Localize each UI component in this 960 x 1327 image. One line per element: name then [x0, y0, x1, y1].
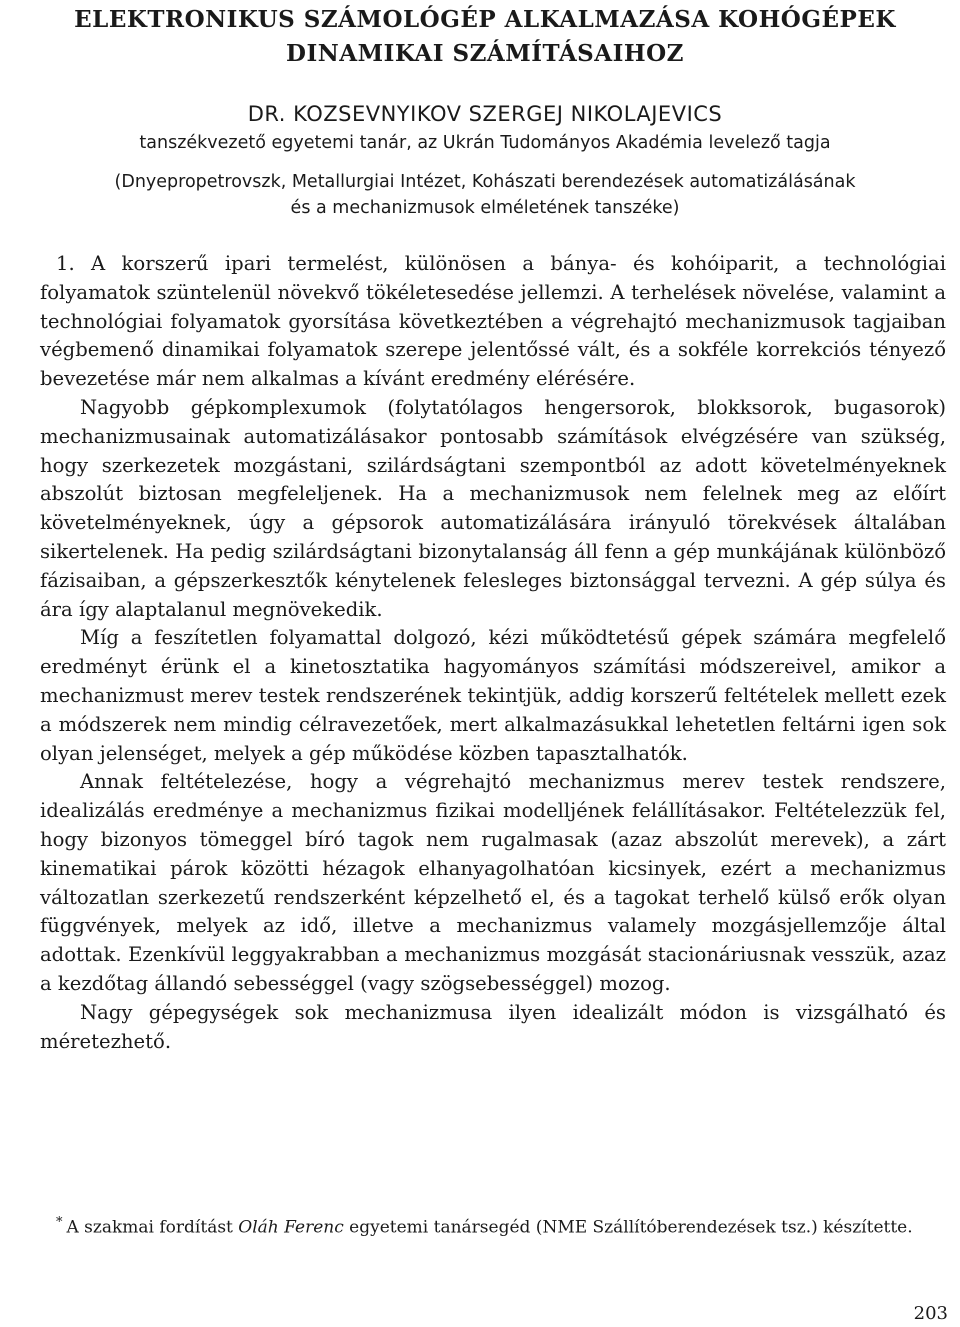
paragraph-1: 1. A korszerű ipari termelést, különösen a bánya- és kohóiparit, a technológiai folyamatok szüntelenül növekvő tökéletesedése jellemzi. A terhelések növelése, valamint a technológiai folyamatok gyorsítása következtében a végrehajtó mechanizmusok tagjaiban végbemenő dinamikai folyamatok szerepe jelentőssé vált, és a sokféle korrekciós tényező bevezetése már nem alkalmas a kívánt eredmény elérésére. [40, 252, 946, 391]
footnote-text [40, 1212, 946, 1239]
page-number: 203 [913, 1303, 948, 1324]
author-department: és a mechanizmusok elméletének tanszéke) [290, 198, 680, 218]
author-name: DR. KOZSEVNYIKOV SZERGEJ NIKOLAJEVICS [247, 102, 723, 126]
article-title-line-2: DINAMIKAI SZÁMÍTÁSAIHOZ [286, 40, 684, 67]
paragraph-3: Míg a feszítetlen folyamattal dolgozó, kézi működtetésű gépek számára megfelelő eredményt érünk el a kinetosztatika hagyományos számítási módszereivel, amikor a mechanizmust merev testek rendszerének tekintjük, addig korszerű feltételek mellett ezek a módszerek nem mindig célravezetőek, mert alkalmazásukkal lehetetlen feltárni igen sok olyan jelenséget, melyek a gép működése közben tapasztalhatók. [40, 626, 946, 765]
paragraph-4: Annak feltételezése, hogy a végrehajtó mechanizmus merev testek rendszere, idealizálás eredménye a mechanizmus fizikai modelljének felállításakor. Feltételezzük fel, hogy bizonyos tömeggel bíró tagok nem rugalmasak (azaz abszolút merevek), a zárt kinematikai párok közötti hézagok elhanyagolhatóan kicsinyek, ezért a mechanizmus változatlan szerkezetű rendszerként képzelhető el, és a tagokat terhelő külső erők olyan függvények, melyek az idő, illetve a mechanizmus valamely mozgásjellemzője által adottak. Ezenkívül leggyakrabban a mechanizmus mozgását stacionáriusnak vesszük, azaz a kezdőtag állandó sebességgel (vagy szögsebességgel) mozog. [40, 770, 946, 995]
paragraph-2: Nagyobb gépkomplexumok (folytatólagos hengersorok, blokksorok, bugasorok) mechanizmusainak automatizálásakor pontosabb számítások elvégzésére van szükség, hogy szerkezetek mozgástani, szilárdságtani szempontból az adott követelményeknek abszolút biztosan megfeleljenek. Ha a mechanizmusok nem felelnek meg az előírt követelményeknek, úgy a gépsorok automatizálására irányuló törekvések általában sikertelenek. Ha pedig szilárdságtani bizonytalanság áll fenn a gép munkájának különböző fázisaiban, a gépszerkesztők kénytelenek felesleges biztonsággal tervezni. A gép súlya és ára így alaptalanul megnövekedik. [40, 395, 946, 621]
footnote [40, 1212, 946, 1239]
footnote-text-after: egyetemi tanársegéd (NME Szállítóberendezések tsz.) készítette. [343, 1217, 913, 1238]
article-body [40, 250, 946, 1056]
footnote-text-before: A szakmai fordítást [66, 1217, 239, 1238]
footnote-translator: Oláh Ferenc [238, 1217, 344, 1238]
footnote-marker: * [56, 1215, 63, 1230]
paragraph-5: Nagy gépegységek sok mechanizmusa ilyen idealizált módon is vizsgálható és méretezhető. [40, 1000, 946, 1053]
author-position: tanszékvezető egyetemi tanár, az Ukrán Tudományos Akadémia levelező tagja [139, 133, 831, 153]
article-title-line-1: ELEKTRONIKUS SZÁMOLÓGÉP ALKALMAZÁSA KOHÓGÉPEK [74, 6, 896, 33]
author-institution: (Dnyepropetrovszk, Metallurgiai Intézet, Kohászati berendezések automatizálásának [114, 172, 856, 192]
